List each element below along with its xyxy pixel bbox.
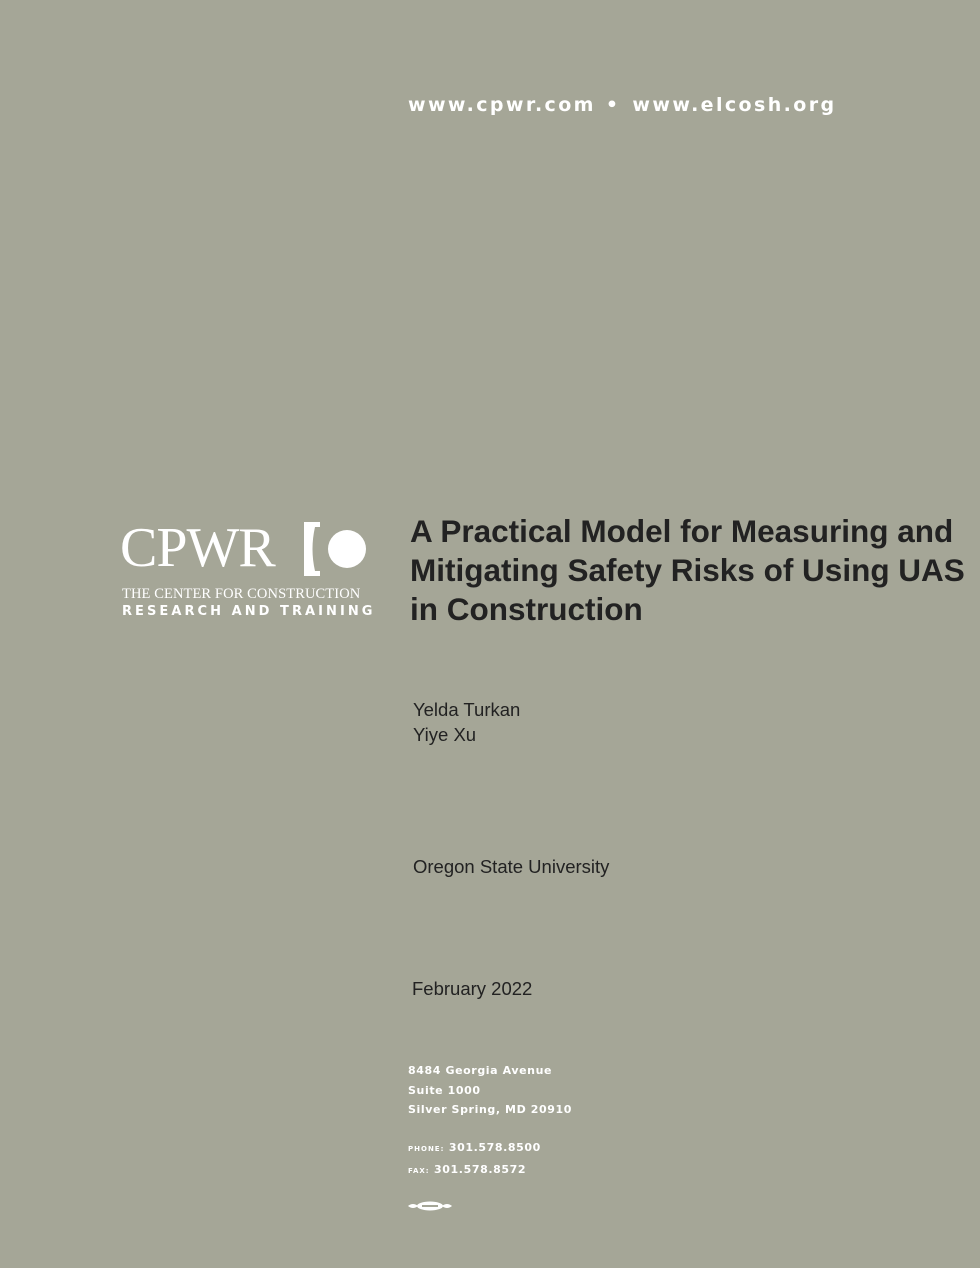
publication-date: February 2022	[412, 978, 533, 999]
link-separator: •	[605, 94, 621, 116]
institution-name: Oregon State University	[413, 856, 610, 877]
logo-tagline-top: THE CENTER FOR CONSTRUCTION	[122, 586, 361, 602]
author-name: Yiye Xu	[413, 724, 477, 745]
phone-line	[408, 1138, 541, 1160]
web-links	[408, 94, 836, 116]
report-title: A Practical Model for Measuring and Mitigating Safety Risks of Using UAS in Construction	[410, 513, 965, 627]
elcosh-website-link[interactable]: www.elcosh.org	[632, 94, 837, 116]
fax-line	[408, 1160, 541, 1182]
contact-info	[408, 1138, 541, 1181]
address-street: 8484 Georgia Avenue	[408, 1064, 553, 1077]
address-suite: Suite 1000	[408, 1083, 481, 1097]
fax-number: 301.578.8572	[434, 1162, 527, 1176]
bracket-circle-icon	[302, 522, 368, 576]
phone-label: PHONE:	[408, 1145, 445, 1153]
mailing-address	[408, 1061, 572, 1120]
cpwr-logo	[120, 517, 376, 628]
author-name: Yelda Turkan	[413, 699, 521, 720]
phone-number: 301.578.8500	[448, 1141, 541, 1154]
logo-wordmark: CPWR	[120, 517, 275, 579]
cpwr-website-link[interactable]: www.cpwr.com	[408, 94, 596, 116]
union-bug-icon	[408, 1200, 452, 1212]
address-city: Silver Spring, MD 20910	[408, 1103, 573, 1116]
logo-tagline-bottom: RESEARCH AND TRAINING	[122, 604, 376, 619]
fax-label: FAX:	[408, 1166, 430, 1175]
